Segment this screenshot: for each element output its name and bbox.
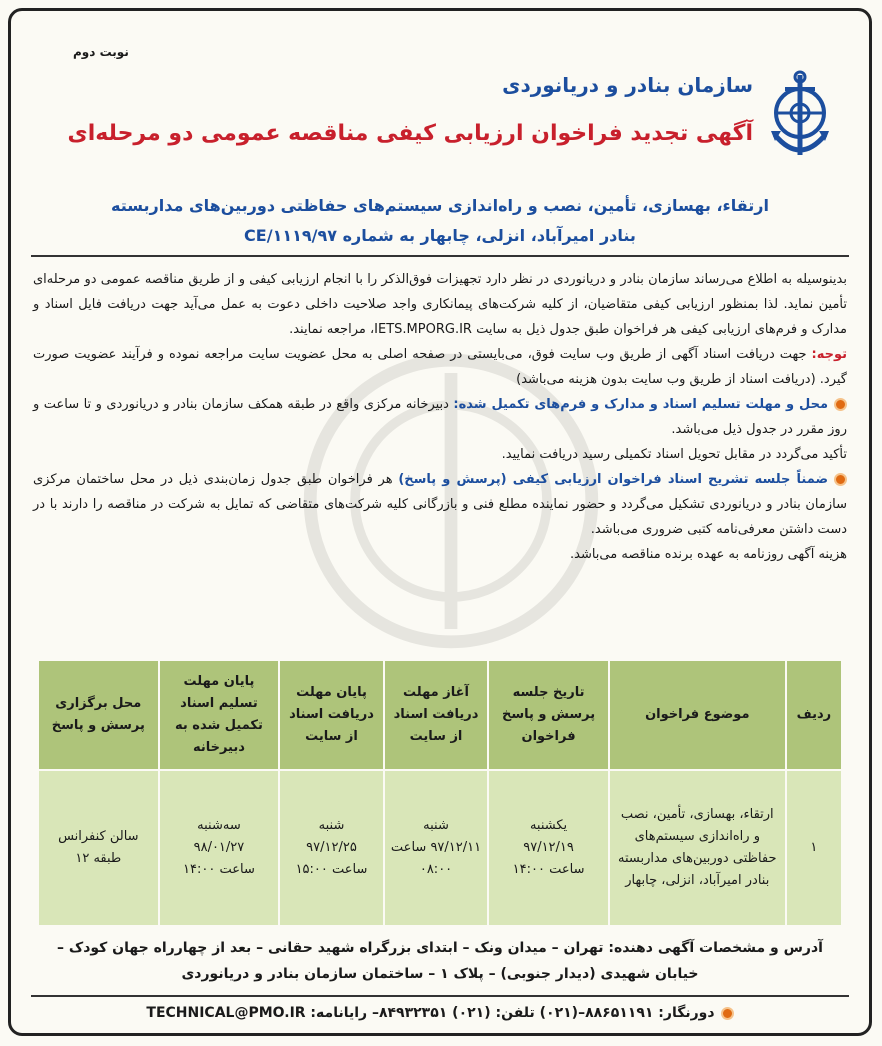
header-download-start: آغاز مهلت دریافت اسناد از سایت: [384, 660, 489, 770]
address-line-1: آدرس و مشخصات آگهی دهنده: تهران – میدان ونک – ابتدای بزرگراه شهید حقانی – بعد از چهارراه جهان کودک –: [57, 940, 823, 956]
delivery-paragraph: [33, 392, 847, 442]
note-paragraph: [33, 342, 847, 392]
notice-title: آگهی تجدید فراخوان ارزیابی کیفی مناقصه عمومی دو مرحله‌ای: [67, 121, 753, 146]
header-submit-deadline: پایان مهلت تسلیم اسناد تکمیل شده به دبیرخانه: [159, 660, 280, 770]
receipt-paragraph: تأکید می‌گردد در مقابل تحویل اسناد تکمیلی رسید دریافت نمایید.: [501, 447, 847, 462]
meeting-time: ساعت ۱۴:۰۰: [512, 862, 585, 877]
start-time: ۰۸:۰۰: [419, 862, 453, 877]
cell-meeting: [488, 770, 609, 926]
advertiser-address: [31, 935, 849, 987]
header-download-end: پایان مهلت دریافت اسناد از سایت: [279, 660, 384, 770]
start-date: ۹۷/۱۲/۱۱ ساعت: [390, 840, 482, 855]
submit-day: سه‌شنبه: [197, 818, 241, 833]
cell-download-start: [384, 770, 489, 926]
tender-notice: [8, 8, 872, 1036]
delivery-label: محل و مهلت تسلیم اسناد و مدارک و فرم‌های تکمیل شده:: [453, 397, 828, 412]
note-text: جهت دریافت اسناد آگهی از طریق وب سایت فوق، می‌بایستی در صفحه اصلی به محل عضویت سایت مراجعه نموده و فرآیند عضویت صورت گیرد. (دریافت اسناد از طریق وب سایت بدون هزینه می‌باشد): [33, 347, 847, 387]
bullet-icon: [834, 398, 847, 411]
address-line-2: خیابان شهیدی (دیدار جنوبی) – پلاک ۱ – ساختمان سازمان بنادر و دریانوردی: [181, 966, 699, 982]
end-time: ساعت ۱۵:۰۰: [295, 862, 368, 877]
cell-venue: سالن کنفرانس طبقه ۱۲: [38, 770, 159, 926]
end-day: شنبه: [318, 818, 345, 833]
table-header-row: [38, 660, 842, 770]
footer-divider: [31, 995, 849, 997]
start-day: شنبه: [423, 818, 449, 833]
notice-body: [33, 267, 847, 567]
bullet-icon: [834, 473, 847, 486]
round-badge: نوبت دوم: [73, 45, 129, 59]
meeting-day: یکشنبه: [529, 818, 568, 833]
cost-paragraph: هزینه آگهی روزنامه به عهده برنده مناقصه می‌باشد.: [570, 547, 847, 562]
header-index: ردیف: [786, 660, 842, 770]
header-divider: [31, 255, 849, 257]
contact-text: دورنگار: ۸۸۶۵۱۱۹۱–(۰۲۱) تلفن: (۰۲۱) ۸۴۹۳۲۳۵۱– رایانامه: TECHNICAL@PMO.IR: [146, 1005, 715, 1021]
meeting-paragraph: [33, 467, 847, 542]
submit-date: ۹۸/۰۱/۲۷: [193, 840, 245, 855]
meeting-text: هر فراخوان طبق جدول زمان‌بندی ذیل در محل ساختمان مرکزی سازمان بنادر و دریانوردی تشکیل می‌گردد و حضور نماینده مطلع فنی و بازرگانی کلیه شرکت‌های متقاضی که تمایل به شرکت در مناقصه را دارند با در دست داشتن معرفی‌نامه کتبی ضروری می‌باشد.: [33, 472, 847, 537]
schedule-table: [37, 659, 843, 927]
subject-line-2: بنادر امیرآباد، انزلی، چابهار به شماره ۹۷/CE/۱۱۱۹: [244, 226, 636, 245]
header-meeting-date: تاریخ جلسه پرسش و پاسخ فراخوان: [488, 660, 609, 770]
intro-paragraph: بدینوسیله به اطلاع می‌رساند سازمان بنادر و دریانوردی در نظر دارد تجهیزات فوق‌الذکر را با انجام ارزیابی کیفی و از طریق مناقصه عمومی دو مرحله‌ای تأمین نماید. لذا بمنظور ارزیابی کیفی متقاضیان، از کلیه شرکت‌های پیمانکاری واجد صلاحیت داخلی دعوت به عمل می‌آید جهت دریافت فایل اسناد و مدارک و فرم‌های ارزیابی کیفی هر فراخوان طبق جدول ذیل به سایت IETS.MPORG.IR، مراجعه نمایند.: [33, 272, 847, 337]
delivery-text: دبیرخانه مرکزی واقع در طبقه همکف سازمان بنادر و دریانوردی و تا ساعت و روز مقرر در جدول ذیل می‌باشد.: [33, 397, 847, 437]
cell-download-end: [279, 770, 384, 926]
notice-subject: [31, 191, 849, 251]
note-label: توجه:: [811, 347, 847, 362]
anchor-logo-icon: [765, 69, 835, 165]
organization-name: سازمان بنادر و دریانوردی: [502, 73, 753, 97]
bullet-icon: [721, 1007, 734, 1020]
cell-index: ۱: [786, 770, 842, 926]
header-subject: موضوع فراخوان: [609, 660, 786, 770]
cell-submit-deadline: [159, 770, 280, 926]
contact-info: [31, 1005, 849, 1021]
cell-subject: ارتقاء، بهسازی، تأمین، نصب و راه‌اندازی سیستم‌های حفاظتی دوربین‌های مداربسته بنادر امیرآباد، انزلی، چابهار: [609, 770, 786, 926]
meeting-label: ضمناً جلسه تشریح اسناد فراخوان ارزیابی کیفی (پرسش و پاسخ): [398, 472, 829, 487]
subject-line-1: ارتقاء، بهسازی، تأمین، نصب و راه‌اندازی سیستم‌های حفاظتی دوربین‌های مداربسته: [111, 196, 769, 215]
submit-time: ساعت ۱۴:۰۰: [183, 862, 255, 877]
end-date: ۹۷/۱۲/۲۵: [306, 840, 357, 855]
table-row: [38, 770, 842, 926]
header-venue: محل برگزاری پرسش و پاسخ: [38, 660, 159, 770]
schedule-table-wrapper: [37, 659, 843, 927]
meeting-date: ۹۷/۱۲/۱۹: [523, 840, 574, 855]
